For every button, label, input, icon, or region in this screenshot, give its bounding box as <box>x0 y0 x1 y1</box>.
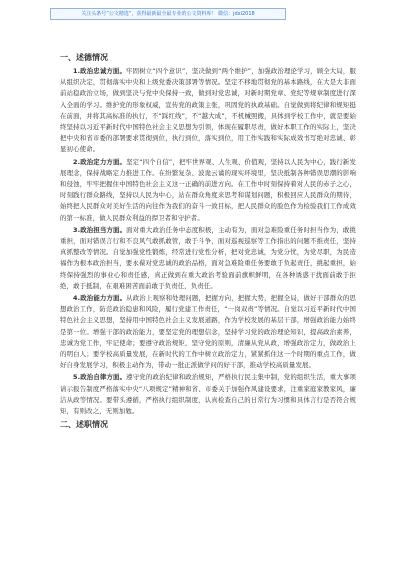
paragraph-text: 从政治上观察和处理问题，把握方向，把握大势，把握全局，做好干部群众的思想政治工作，防范政治隐患和风险，履行党建工作责任，“一岗双责”等情况。自觉以习近平新时代中国特色社会主义思想，坚持用中国特色社会主义发展道路，作为学校发展的基层干部，增强政治能力始终是第一位。增强干部的政治能力，要坚定党的理想信念，坚持学习党的政治理论知识，提高政治素养，忠诚为党工作，牢记使命；要遵守政治规矩，坚守党的原则，清廉从党从政，增强政治定力，做政治上的明白人；要学校高质量发展，在新时代的工作中树立政治定力，紧紧抓住这一个时期的重点工作，做好自身发展学习，积极主动作为，带动一批正派做学问的好干部，推动学校高质量发展。 <box>60 294 356 370</box>
top-banner: 关注头条号“公文精选”，获得最新最全最专业的公文资料库！ 微信：jdxl2018 <box>50 8 286 20</box>
paragraph-text: 面对重大政治任务中态度积极，主动有为，面对急难险重任务时担当作为，敢挑重担，面对错误言行和不良风气敢抓敢管，敢于斗争，面对巡视巡察等工作指出的问题不推责任，坚持真抓整改等情况。自觉加强党性锻炼，经常进行党性分析，把对党忠诚，为党分忧，为党尽职，为民造福作为根本政治担当，要永葆对党忠诚的政治品格，面对急难险重任务要敢于负起责任，挑起重担，始终保持强烈的事业心和责任感，真正做到在重大政治考验面前旗帜鲜明，在各种诱惑干扰面前敢于拒绝，敢于抵制，在艰难困苦面前敢于负责任，负责任。 <box>60 225 356 290</box>
paragraph-4 <box>60 293 356 371</box>
section-heading-2: 二、述职情况 <box>60 420 108 430</box>
paragraph-text: 遵守党的政治纪律和政治规矩，严格执行民主集中制，党的组织生活，重大事项请示报告制度严格落实中央“八项规定”精神和省、市委关于加强作风建设要求，注重家庭家教家风，廉洁从政等情况。要带头遵循，严格执行组织制度，认真检查自己的日常行为习惯和具体言行是否符合规矩，有则改之，无则加勉。 <box>60 373 356 416</box>
paragraph-lead: 2.政治定力方面。 <box>73 157 127 166</box>
paragraph-lead: 1.政治忠诚方面。 <box>73 67 127 75</box>
paragraph-lead: 3.政治担当方面。 <box>73 225 127 234</box>
paragraph-text: 牢固树立“四个意识”，坚决做到“两个维护”，加强政治理论学习，顾全大局，服从组织决定，贯彻落实中央和上级党委决策部署等情况。坚定不移地贯彻党的基本路线，在大是大非面前站稳政治立场，做到坚决与党中央保持一致，做到对党忠诚，对新时期党章、党纪等规章制度进行深入全面的学习。维护党的形象权威，宣传党的政策主张，巩固党的执政基础。自觉做到将纪律和规矩挺在前面，并将其高标准的执行，不“踩红线”，不“越大成”，不机械照搬，具体到学校工作中，就是要始终坚持以习近平新时代中国特色社会主义思想为引领，体现在履职尽责，做好本职工作的实际上，坚决把中央和省市委的部署要求贯彻到位，执行到位，落实到位，用工作实践和实际成效书写绝对忠诚、彰显初心使命。 <box>60 67 356 154</box>
section-heading-1: 一、述德情况 <box>60 53 108 62</box>
paragraph-lead: 4.政治能力方面。 <box>73 294 127 303</box>
paragraph-lead: 5.政治自律方面。 <box>73 373 127 382</box>
paragraph-text: 坚定“四个自信”，把牢世界观、人生观、价值观，坚持以人民为中心，践行新发展理念，保持战略定力推进工作。在纷繁复杂、波诡云谲的现实环境里，坚决抵制各种错误思潮的影响和侵蚀，牢牢把握住中国特色社会主义这一正确的前进方向。在工作中时刻保持着对人民的赤子之心，时刻践行群众路线，坚持以人民为中心，站在群众角度来思考和谋划问题，积极回应人民群众的期待，始终把人民群众对美好生活的向往作为我们的奋斗一致目标，把人民群众的脸色作为检验我们工作成效的第一标准，做人民群众利益的捍卫者和守护者。 <box>60 157 356 222</box>
document-body <box>60 52 356 433</box>
paragraph-3 <box>60 225 356 292</box>
paragraph-1 <box>60 66 356 156</box>
paragraph-5 <box>60 372 356 417</box>
paragraph-2 <box>60 157 356 224</box>
